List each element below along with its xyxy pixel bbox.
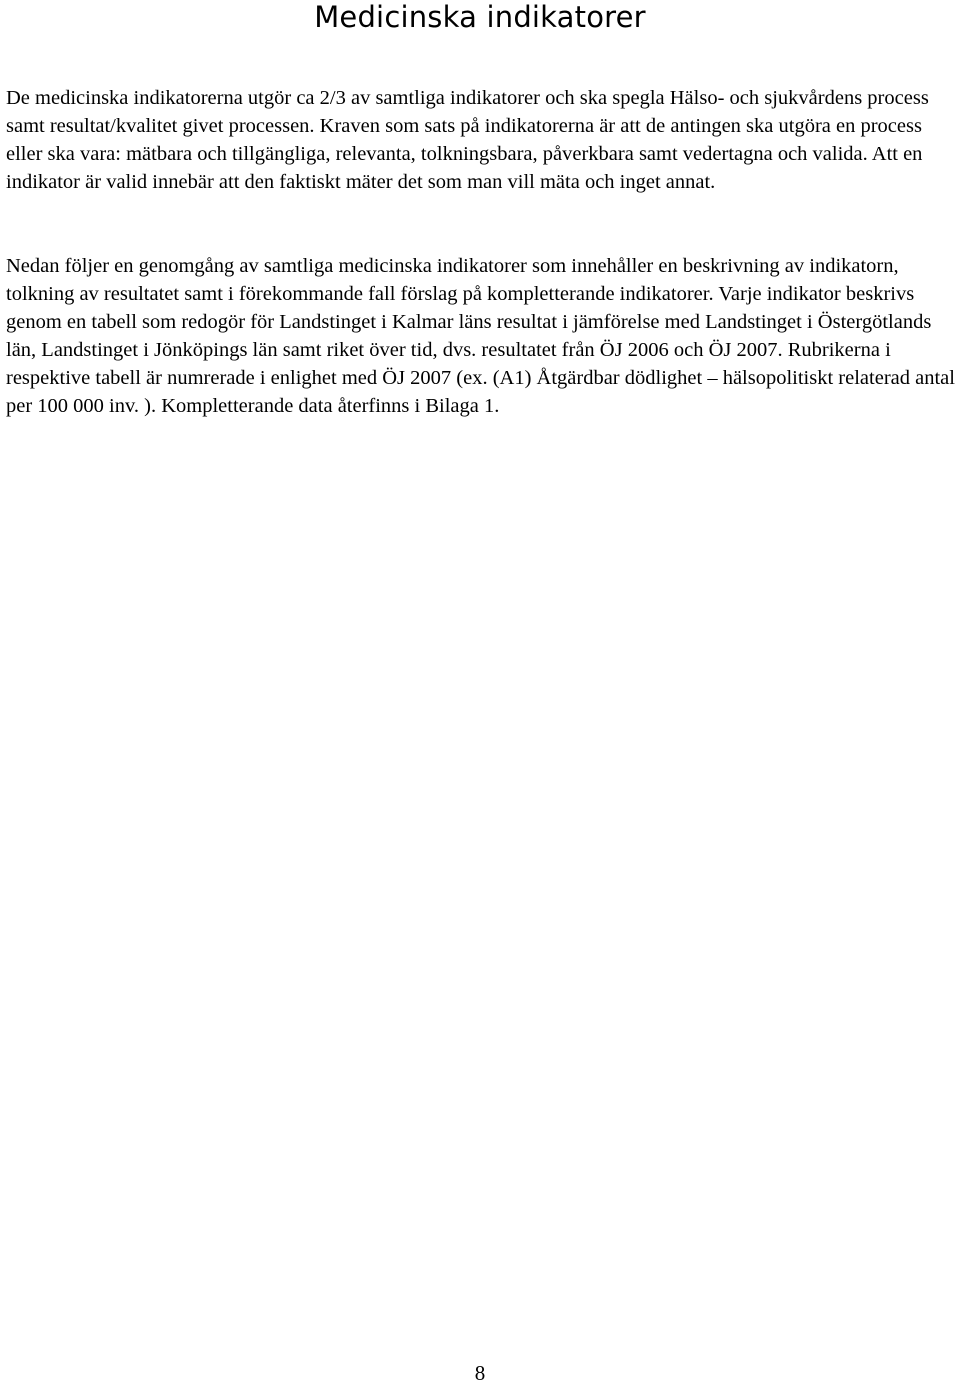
- intro-paragraph: De medicinska indikatorerna utgör ca 2/3 av samtliga indikatorer och ska spegla Hälso- och sjukvårdens process samt resultat/kvalitet givet processen. Kraven som sats på indikatorerna är att de antingen ska utgöra en process eller ska vara: mätbara och tillgängliga, relevanta, tolkningsbara, påverkbara samt vedertagna och valida. Att en indikator är valid innebär att den faktiskt mäter det som man vill mäta och inget annat.: [6, 87, 929, 193]
- page-title: Medicinska indikatorer: [314, 0, 646, 34]
- page-number: 8: [474, 1361, 486, 1385]
- overview-paragraph: Nedan följer en genomgång av samtliga medicinska indikatorer som innehåller en beskrivning av indikatorn, tolkning av resultatet samt i förekommande fall förslag på kompletterande indikatorer. Varje indikator beskrivs genom en tabell som redogör för Landstinget i Kalmar läns resultat i jämförelse med Landstinget i Östergötlands län, Landstinget i Jönköpings län samt riket över tid, dvs. resultatet från ÖJ 2006 och ÖJ 2007. Rubrikerna i respektive tabell är numrerade i enlighet med ÖJ 2007 (ex. (A1) Åtgärdbar dödlighet – hälsopolitiskt relaterad antal per 100 000 inv. ). Kompletterande data återfinns i Bilaga 1.: [6, 255, 955, 417]
